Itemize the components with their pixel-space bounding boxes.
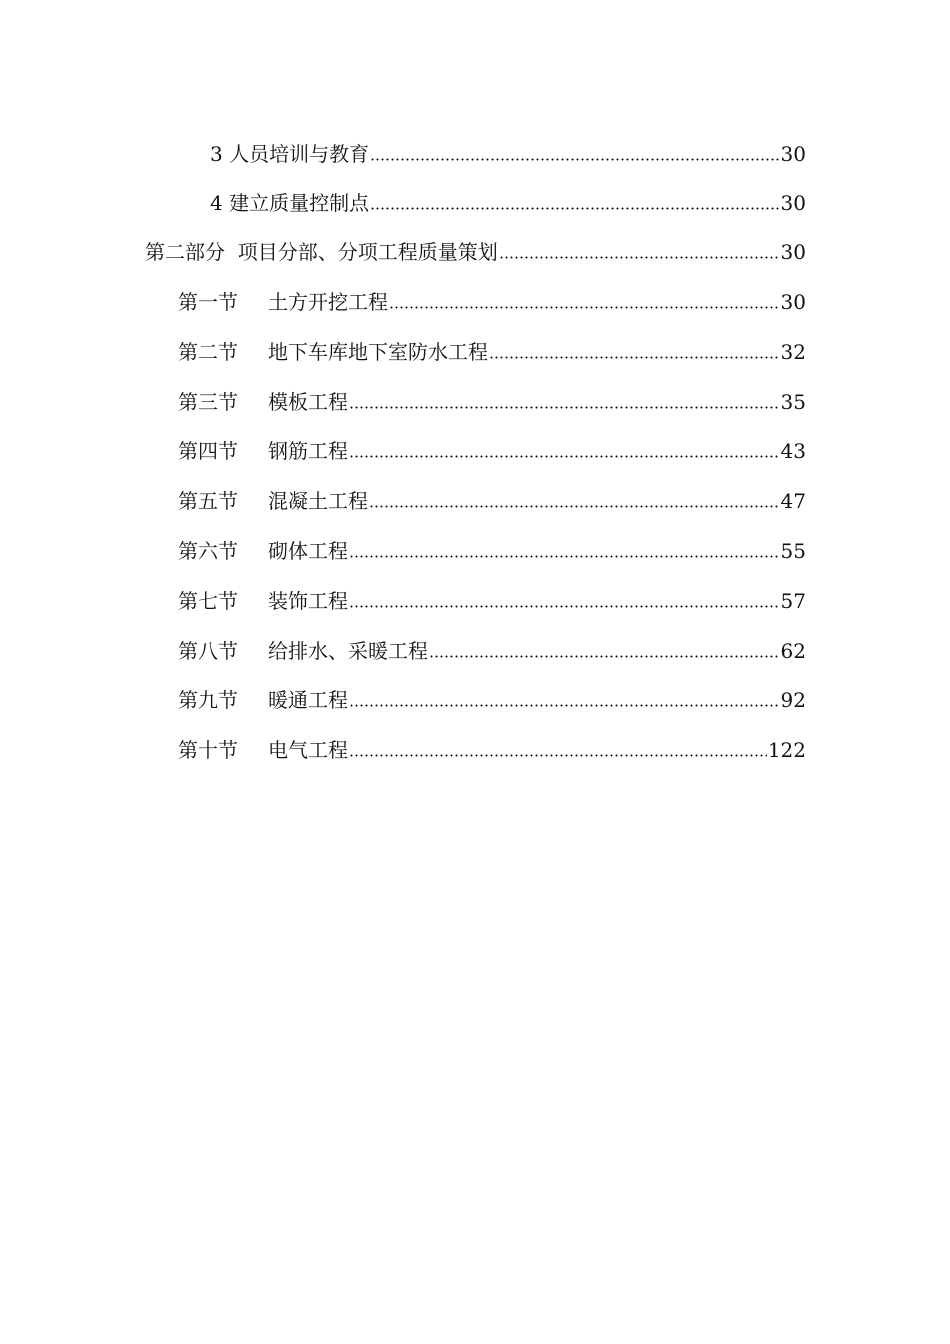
toc-entry-section-10[interactable] [178, 733, 806, 763]
toc-entry-title [178, 687, 348, 713]
toc-entry-title [178, 339, 488, 365]
toc-entry-title [178, 289, 388, 315]
toc-entry-section-6[interactable] [178, 534, 806, 564]
toc-section-number: 第八节 [178, 639, 238, 663]
toc-section-title: 砌体工程 [268, 539, 348, 563]
dot-leader [370, 207, 779, 210]
toc-entry-title [178, 488, 368, 514]
toc-entry-section-1[interactable] [178, 285, 806, 315]
toc-section-number: 第六节 [178, 539, 238, 563]
toc-section-title: 暖通工程 [268, 688, 348, 712]
toc-entry-quality-control-points[interactable] [210, 186, 806, 216]
toc-entry-training[interactable] [210, 137, 806, 167]
toc-entry-page: 30 [780, 191, 806, 215]
toc-entry-section-7[interactable] [178, 584, 806, 614]
dot-leader [349, 704, 780, 707]
toc-entry-page: 35 [780, 390, 806, 414]
toc-entry-page: 43 [780, 439, 806, 463]
dot-leader [349, 555, 780, 558]
toc-section-title: 混凝土工程 [268, 489, 368, 513]
toc-entry-section-8[interactable] [178, 634, 806, 664]
dot-leader [429, 655, 780, 658]
toc-section-number: 第九节 [178, 688, 238, 712]
toc-section-number: 第七节 [178, 589, 238, 613]
toc-section-title: 钢筋工程 [268, 439, 348, 463]
dot-leader [349, 455, 780, 458]
toc-entry-page: 62 [780, 639, 806, 663]
toc-section-number: 第十节 [178, 738, 238, 762]
toc-entry-page: 30 [780, 240, 806, 264]
toc-entry-page: 92 [780, 688, 806, 712]
toc-entry-page: 47 [780, 489, 806, 513]
toc-entry-title [178, 588, 348, 614]
toc-section-number: 第三节 [178, 390, 238, 414]
toc-entry-section-5[interactable] [178, 484, 806, 514]
dot-leader [389, 306, 780, 309]
dot-leader [489, 356, 780, 359]
toc-entry-title: 3 人员培训与教育 [210, 142, 370, 166]
toc-section-title: 电气工程 [268, 738, 348, 762]
toc-section-title: 装饰工程 [268, 589, 348, 613]
dot-leader [369, 505, 780, 508]
dot-leader [349, 605, 780, 608]
toc-entry-title [178, 538, 348, 564]
toc-section-number: 第四节 [178, 439, 238, 463]
toc-entry-title: 4 建立质量控制点 [210, 191, 370, 215]
dot-leader [370, 158, 779, 161]
toc-entry-title [178, 438, 348, 464]
toc-entry-title [178, 737, 348, 763]
toc-entry-page: 30 [780, 142, 806, 166]
toc-section-number: 第二节 [178, 340, 238, 364]
toc-entry-page: 57 [780, 589, 806, 613]
toc-entry-section-3[interactable] [178, 385, 806, 415]
toc-entry-section-2[interactable] [178, 335, 806, 365]
toc-entry-title [178, 638, 428, 664]
toc-entry-title [178, 389, 348, 415]
toc-section-number: 第五节 [178, 489, 238, 513]
toc-entry-page: 55 [780, 539, 806, 563]
toc-entry-page: 32 [780, 340, 806, 364]
toc-entry-title: 第二部分 项目分部、分项工程质量策划 [145, 240, 498, 264]
toc-section-title: 模板工程 [268, 390, 348, 414]
dot-leader [349, 406, 780, 409]
dot-leader [349, 754, 767, 757]
toc-entry-page: 122 [767, 738, 806, 762]
toc-entry-section-9[interactable] [178, 683, 806, 713]
toc-section-title: 土方开挖工程 [268, 290, 388, 314]
toc-entry-page: 30 [780, 290, 806, 314]
toc-section-title: 给排水、采暖工程 [268, 639, 428, 663]
dot-leader [499, 256, 780, 259]
toc-entry-section-4[interactable] [178, 434, 806, 464]
toc-section-number: 第一节 [178, 290, 238, 314]
toc-entry-part-two[interactable] [145, 235, 806, 265]
toc-section-title: 地下车库地下室防水工程 [268, 340, 488, 364]
